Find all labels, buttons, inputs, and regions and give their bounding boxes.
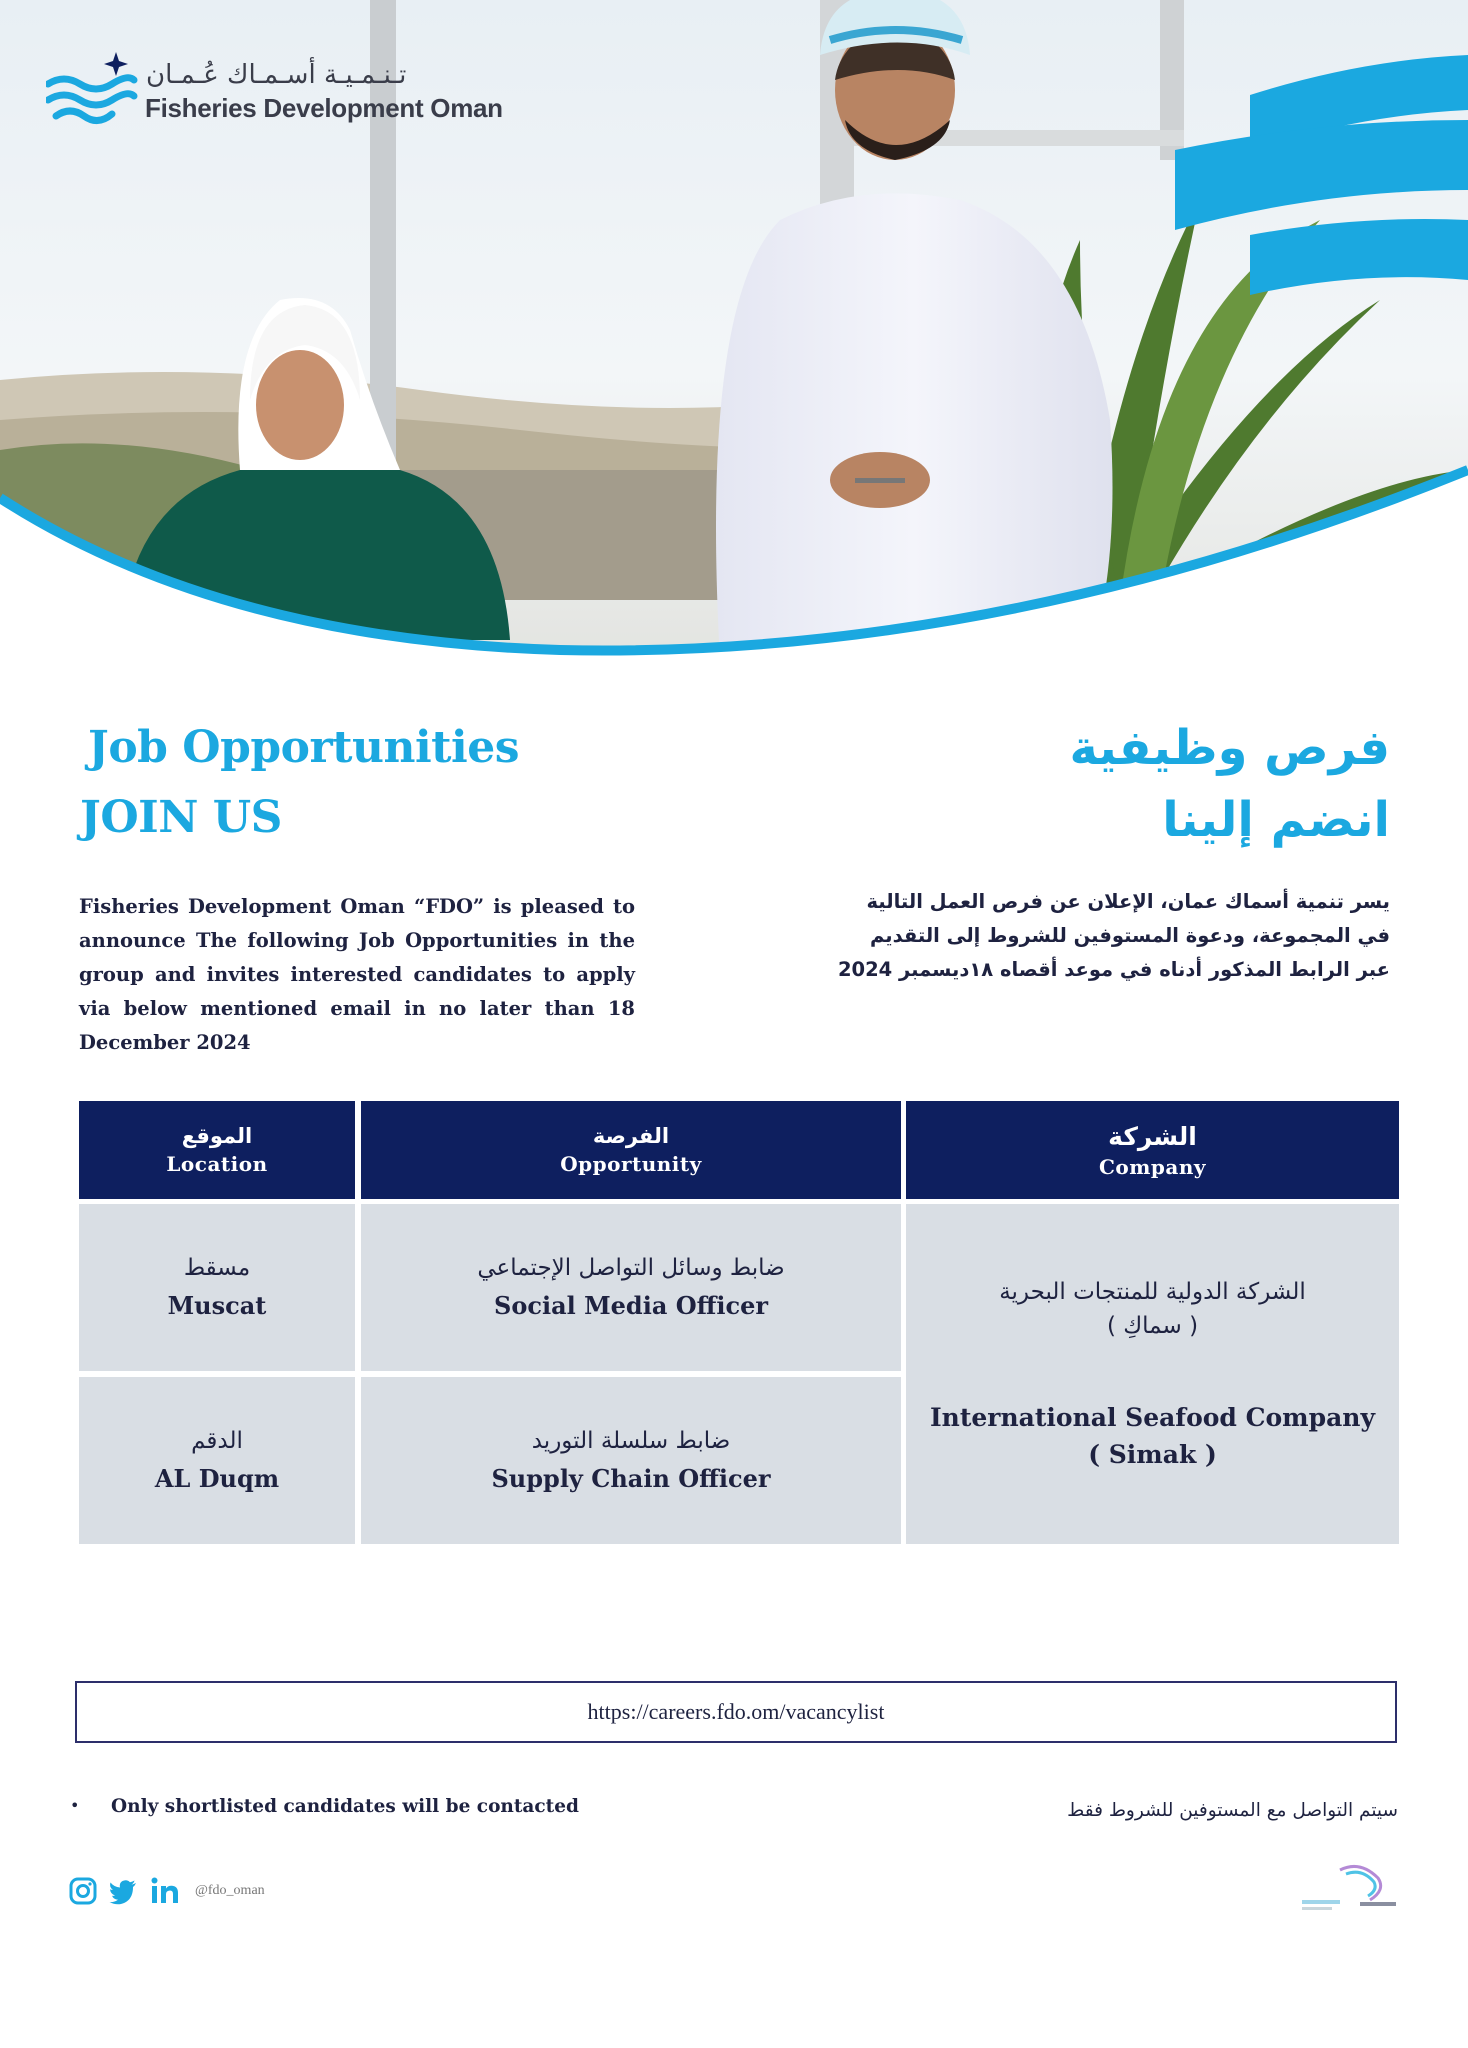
cell-location-row-2	[79, 1377, 355, 1544]
header-company	[906, 1101, 1399, 1199]
title-en: Job Opportunities	[88, 722, 519, 773]
location-en: AL Duqm	[154, 1464, 280, 1493]
cell-opportunity-row-1	[361, 1204, 901, 1371]
partner-logo-icon	[1300, 1860, 1402, 1914]
header-opportunity-en: Opportunity	[560, 1152, 702, 1176]
header-company-en: Company	[1098, 1154, 1207, 1179]
title-ar: فرص وظيفية	[1069, 720, 1390, 776]
header-opportunity-ar: الفرصة	[592, 1124, 670, 1148]
company-ar-line-1: الشركة الدولية للمنتجات البحرية	[999, 1279, 1306, 1305]
brand-name-en: Fisheries Development Oman	[145, 93, 503, 123]
opportunity-ar: ضابط سلسلة التوريد	[531, 1428, 731, 1454]
instagram-icon[interactable]	[68, 1876, 98, 1906]
company-en-line-2: ( Simak )	[1088, 1440, 1217, 1469]
cell-company	[906, 1204, 1399, 1544]
header-location	[79, 1101, 355, 1199]
social-handle: @fdo_oman	[195, 1883, 265, 1898]
cell-opportunity-row-2	[361, 1377, 901, 1544]
fdo-logo-icon	[46, 48, 146, 128]
location-en: Muscat	[167, 1291, 267, 1320]
opportunity-en: Social Media Officer	[494, 1291, 768, 1320]
note-en: Only shortlisted candidates will be contacted	[111, 1796, 579, 1817]
location-ar: الدقم	[191, 1428, 243, 1454]
header-location-ar: الموقع	[181, 1124, 253, 1148]
opportunity-ar: ضابط وسائل التواصل الإجتماعي	[477, 1255, 785, 1281]
brand-name-ar: تـنـمـيـة أسـمـاك عُـمـان	[146, 60, 407, 90]
linkedin-icon[interactable]	[150, 1876, 180, 1906]
header-company-ar: الشركة	[1108, 1121, 1197, 1151]
cell-location-row-1	[79, 1204, 355, 1371]
location-ar: مسقط	[183, 1255, 251, 1281]
note-ar: سيتم التواصل مع المستوفين للشروط فقط	[1067, 1800, 1398, 1821]
intro-paragraph-en: Fisheries Development Oman “FDO” is pleased to announce The following Job Opportunities in the group and invites interested candidates to apply via below mentioned email in no later than 18 December 2024	[79, 895, 635, 1054]
note-bullet: •	[70, 1796, 80, 1815]
company-en-line-1: International Seafood Company	[929, 1403, 1376, 1432]
header-location-en: Location	[166, 1152, 268, 1176]
intro-paragraph-ar: يسر تنمية أسماك عمان، الإعلان عن فرص العمل التالية في المجموعة، ودعوة المستوفين للشروط إلى التقديم عبر الرابط المذكور أدناه في موعد أقصاه ١٨ديسمبر 2024	[837, 890, 1390, 981]
header-opportunity	[361, 1101, 901, 1199]
subtitle-en: JOIN US	[80, 792, 282, 843]
company-ar-line-2: ( سماكِ )	[1106, 1313, 1199, 1339]
opportunity-en: Supply Chain Officer	[491, 1464, 771, 1493]
twitter-icon[interactable]	[108, 1876, 138, 1906]
subtitle-ar: انضم إلينا	[1162, 792, 1390, 848]
careers-link[interactable]: https://careers.fdo.om/vacancylist	[75, 1681, 1397, 1743]
